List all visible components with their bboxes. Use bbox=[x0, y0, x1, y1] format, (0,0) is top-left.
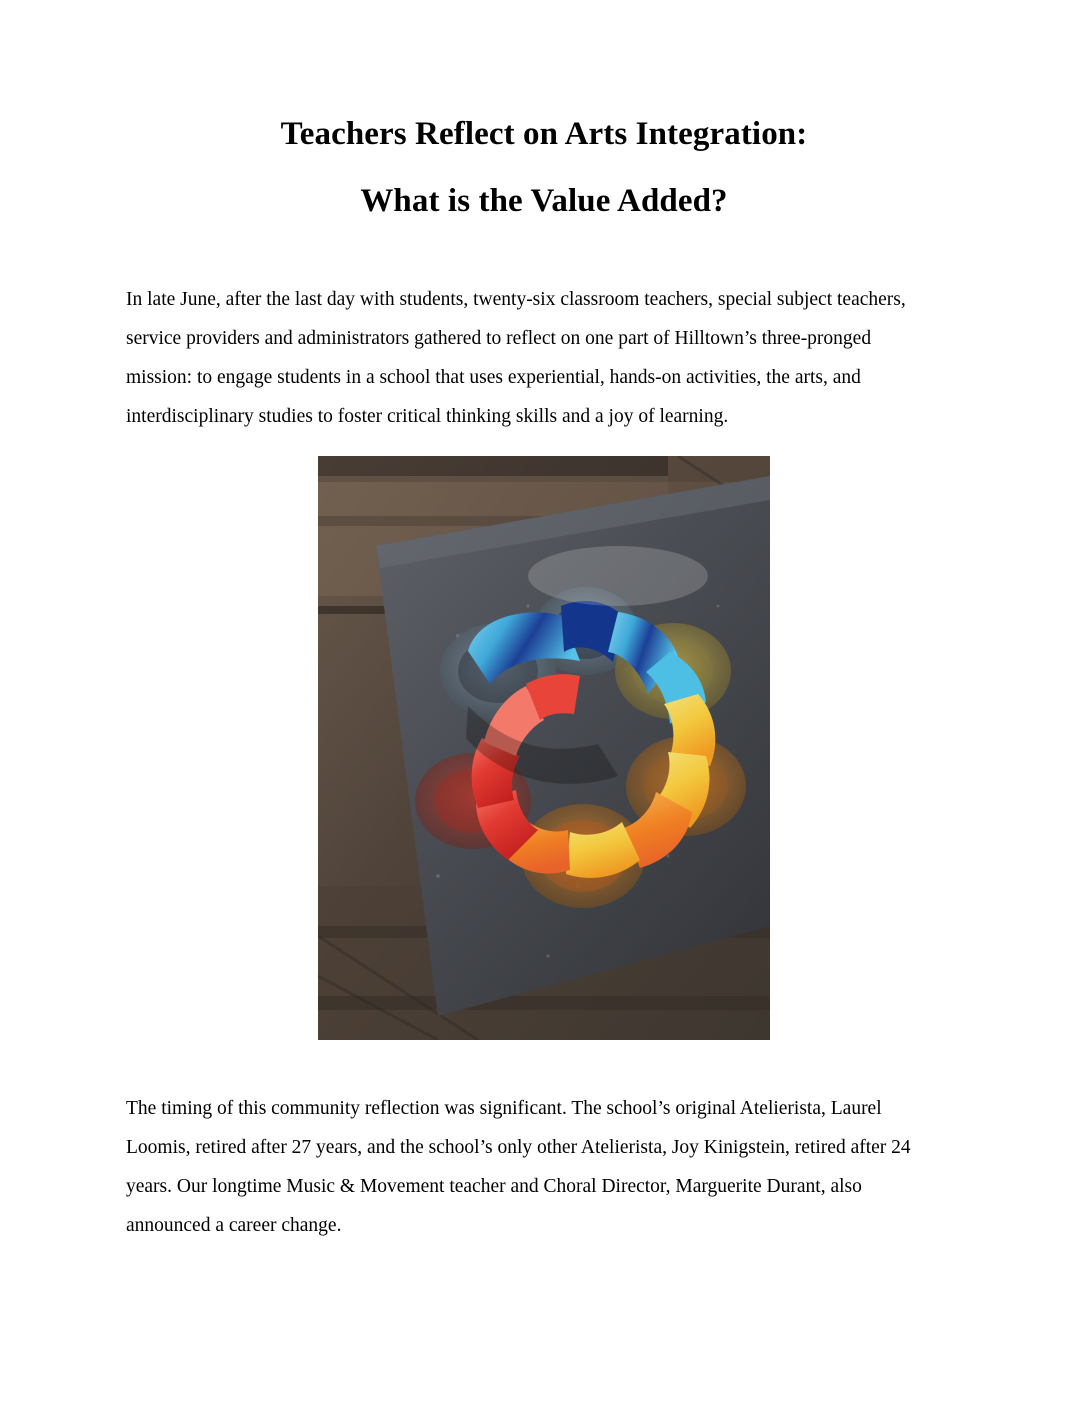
paragraph-2: The timing of this community reflection was significant. The school’s original Atelierista, Laurel Loomis, retired after 27 years, and the school’s only other Atelierista, Joy Kinigstein, retired after 24 years. Our longtime Music & Movement teacher and Choral Director, Marguerite Durant, also announced a career change. bbox=[126, 1098, 911, 1236]
paragraph-1: In late June, after the last day with students, twenty-six classroom teachers, special subject teachers, service providers and administrators gathered to reflect on one part of Hilltown’s three-pronged mission: to engage students in a school that uses experiential, hands-on activities, the arts, and interdisciplinary studies to foster critical thinking skills and a joy of learning. bbox=[126, 289, 906, 427]
figure-container bbox=[126, 456, 962, 1040]
title-line-1: Teachers Reflect on Arts Integration: bbox=[280, 116, 808, 152]
title-line-2: What is the Value Added? bbox=[360, 183, 728, 219]
colored-fabric-ring-photo bbox=[318, 456, 770, 1040]
document-title bbox=[126, 0, 962, 218]
